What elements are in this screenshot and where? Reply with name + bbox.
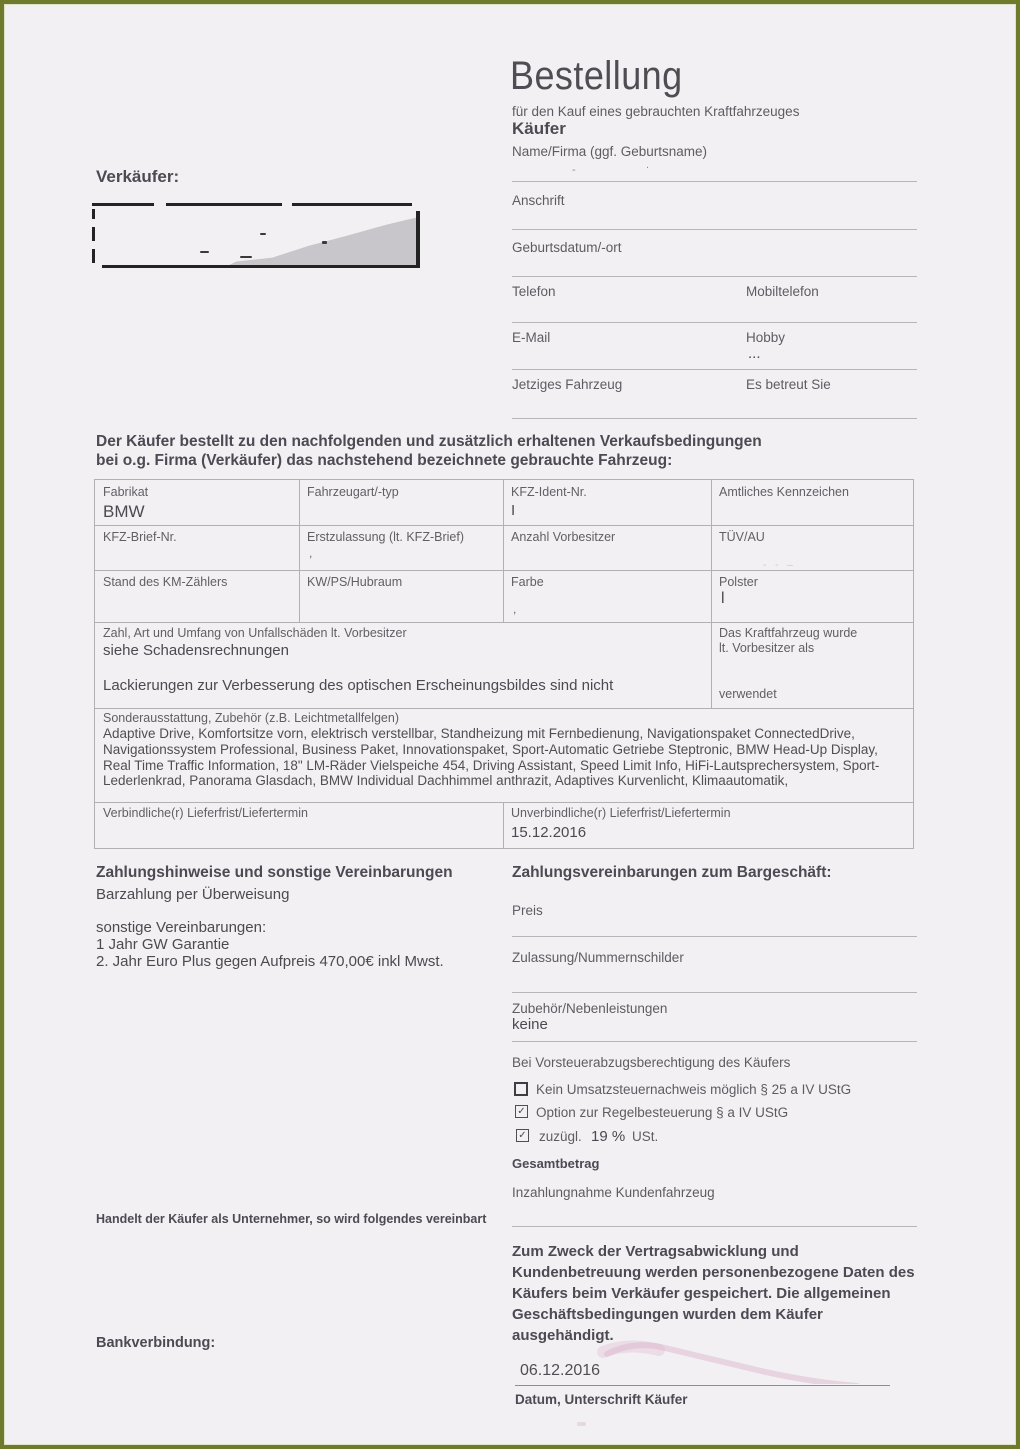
usage-line2: lt. Vorbesitzer als (719, 641, 815, 655)
table-value-fabrikat: BMW (103, 502, 145, 521)
current-vehicle-field-line (512, 418, 917, 419)
checkbox-plus-vat-label: zuzügl. (539, 1129, 582, 1144)
accessories-field-label: Zubehör/Nebenleistungen (512, 1001, 668, 1016)
trade-in-label: Inzahlungnahme Kundenfahrzeug (512, 1185, 715, 1200)
order-intro-line1: Der Käufer bestellt zu den nachfolgenden und zusätzlich erhaltenen Verkaufsbedingungen (96, 433, 762, 450)
table-label-vorbesitzer: Anzahl Vorbesitzer (511, 530, 616, 544)
birthdate-field-line (512, 276, 917, 277)
privacy-paragraph: Zum Zweck der Vertragsabwicklung und Kundenbetreuung werden personenbezogene Daten des Käufers beim Verkäufer gespeichert. Die allgemeinen Geschäftsbedingungen wurden dem Käufer ausgehändigt. (512, 1243, 915, 1344)
accessories-field-line (512, 1041, 917, 1042)
cash-payment-heading: Zahlungsvereinbarungen zum Bargeschäft: (512, 864, 832, 881)
checkbox-no-vat-proof[interactable] (514, 1082, 528, 1096)
accessories-field-value: keine (512, 1016, 548, 1033)
table-label-kennzeichen: Amtliches Kennzeichen (719, 485, 849, 499)
redacted-seller-stamp (92, 203, 420, 268)
signature-line (515, 1385, 890, 1386)
checkbox-standard-taxation[interactable]: ✓ (515, 1105, 528, 1118)
delivery-binding-label: Verbindliche(r) Lieferfrist/Liefertermin (103, 806, 308, 820)
trade-in-line (512, 1226, 917, 1227)
entrepreneur-clause: Handelt der Käufer als Unternehmer, so wird folgendes vereinbart (96, 1212, 487, 1226)
order-intro-heading (96, 432, 762, 470)
damage-note: Lackierungen zur Verbesserung des optischen Erscheinungsbildes sind nicht (103, 677, 614, 694)
table-value-polster: l (721, 590, 725, 607)
delivery-nonbinding-label: Unverbindliche(r) Lieferfrist/Liefertermin (511, 806, 731, 820)
page-subtitle: für den Kauf eines gebrauchten Kraftfahrzeuges (512, 104, 800, 119)
payment-notes-line4: 2. Jahr Euro Plus gegen Aufpreis 470,00€ inkl Mwst. (96, 953, 444, 970)
table-label-kfz-ident: KFZ-Ident-Nr. (511, 485, 587, 499)
birthdate-field-label: Geburtsdatum/-ort (512, 240, 622, 255)
name-field-label: Name/Firma (ggf. Geburtsname) (512, 144, 708, 159)
table-label-kw-ps: KW/PS/Hubraum (307, 575, 403, 589)
hobby-field-label: Hobby (746, 330, 786, 345)
signature-date-value: 06.12.2016 (520, 1362, 601, 1379)
checkbox-no-vat-proof-label: Kein Umsatzsteuernachweis möglich § 25 a IV UStG (536, 1082, 852, 1097)
current-vehicle-field-label: Jetziges Fahrzeug (512, 377, 623, 392)
table-label-fabrikat: Fabrikat (103, 485, 149, 499)
vehicle-table (94, 479, 914, 849)
checkbox-standard-taxation-label: Option zur Regelbesteuerung § a IV UStG (536, 1105, 789, 1120)
name-field-faint-mark: - (572, 164, 576, 176)
buyer-section-heading: Käufer (512, 119, 566, 138)
faint-pink-mark (577, 1422, 586, 1426)
signature-caption: Datum, Unterschrift Käufer (515, 1392, 688, 1407)
table-label-erstzulassung: Erstzulassung (lt. KFZ-Brief) (307, 530, 464, 544)
table-label-polster: Polster (719, 575, 758, 589)
table-label-fahrzeugart: Fahrzeugart/-typ (307, 485, 399, 499)
order-intro-line2: bei o.g. Firma (Verkäufer) das nachstehend bezeichnete gebrauchte Fahrzeug: (96, 452, 673, 469)
table-value-kfz-ident: I (511, 502, 516, 519)
seller-section-heading: Verkäufer: (96, 167, 180, 186)
usage-line1: Das Kraftfahrzeug wurde (719, 626, 858, 640)
table-label-brief-nr: KFZ-Brief-Nr. (103, 530, 177, 544)
bank-details-label: Bankverbindung: (96, 1335, 216, 1351)
damage-label: Zahl, Art und Umfang von Unfallschäden lt. Vorbesitzer (103, 626, 407, 640)
page-title: Bestellung (510, 54, 683, 98)
email-field-label: E-Mail (512, 330, 551, 345)
table-value-erstzulassung: , (309, 546, 313, 560)
registration-field-line (512, 992, 917, 993)
total-amount-label: Gesamtbetrag (512, 1156, 600, 1171)
name-field-faint-mark: . (646, 159, 650, 171)
phone-field-label: Telefon (512, 284, 556, 299)
payment-notes-line2: sonstige Vereinbarungen: (96, 919, 267, 936)
equipment-label: Sonderausstattung, Zubehör (z.B. Leichtmetallfelgen) (103, 711, 400, 725)
address-field-label: Anschrift (512, 193, 565, 208)
advisor-field-label: Es betreut Sie (746, 377, 831, 392)
email-field-line (512, 369, 917, 370)
vat-suffix-label: USt. (632, 1129, 659, 1144)
table-label-km-stand: Stand des KM-Zählers (103, 575, 228, 589)
registration-field-label: Zulassung/Nummernschilder (512, 950, 684, 965)
payment-notes-line3: 1 Jahr GW Garantie (96, 936, 230, 953)
vat-rate-value: 19 % (591, 1128, 626, 1145)
mobile-field-label: Mobiltelefon (746, 284, 819, 299)
damage-value: siehe Schadensrechnungen (103, 642, 289, 659)
table-label-tuev: TÜV/AU (719, 530, 765, 544)
payment-notes-line1: Barzahlung per Überweisung (96, 886, 290, 903)
phone-field-line (512, 322, 917, 323)
vat-deduction-label: Bei Vorsteuerabzugsberechtigung des Käufers (512, 1055, 791, 1070)
address-field-line (512, 229, 917, 230)
price-field-line (512, 936, 917, 937)
usage-line3: verwendet (719, 687, 777, 701)
name-field-line (512, 181, 917, 182)
delivery-nonbinding-value: 15.12.2016 (511, 824, 587, 841)
checkbox-plus-vat[interactable]: ✓ (516, 1129, 529, 1142)
table-label-farbe: Farbe (511, 575, 544, 589)
buyer-signature-scribble (559, 1324, 899, 1384)
hobby-field-value: ... (748, 345, 761, 362)
price-field-label: Preis (512, 903, 543, 918)
equipment-text: Adaptive Drive, Komfortsitze vorn, elektrisch verstellbar, Standheizung mit Fernbedienung, Navigationspaket ConnectedDrive, Navigationssystem Professional, Business Paket, Innovationspaket, Sport-Automatic Getriebe Steptronic, BMW Head-Up Display, Real Time Traffic Information, 18" LM-Räder Vielspeiche 454, Driving Assistant, Speed Limit Info, HiFi-Lautsprechersystem, Sport-Lederlenkrad, Panorama Glasdach, BMW Individual Dachhimmel anthrazit, Adaptives Kurvenlicht, Klimaautomatik, (103, 726, 880, 789)
payment-notes-heading: Zahlungshinweise und sonstige Vereinbarungen (96, 864, 453, 881)
table-value-tuev-faint: ‐ ‐ – (763, 560, 796, 571)
table-value-farbe: , (513, 602, 517, 616)
redaction-gray-fill (92, 203, 420, 268)
